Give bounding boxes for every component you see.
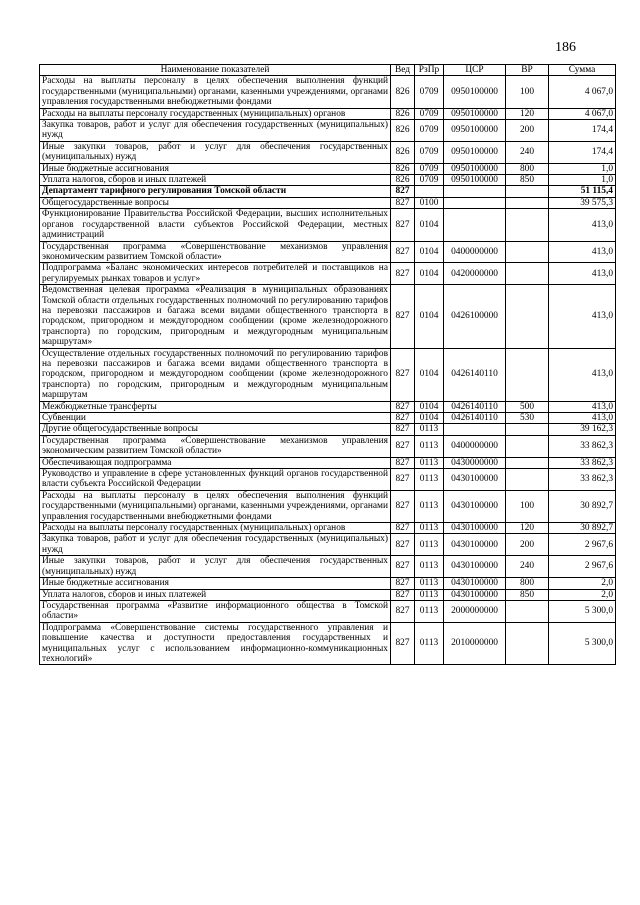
- row-ved: 827: [391, 589, 415, 600]
- row-vr: 200: [506, 534, 549, 556]
- row-sum: 2,0: [549, 578, 616, 589]
- row-csr: [444, 197, 506, 208]
- table-row: [40, 589, 616, 600]
- row-ved: 827: [391, 413, 415, 424]
- row-vr: [506, 197, 549, 208]
- table-row: [40, 457, 616, 468]
- row-rzpr: 0104: [415, 209, 444, 241]
- row-csr: 0420000000: [444, 263, 506, 285]
- row-csr: 0400000000: [444, 241, 506, 263]
- row-csr: 0430100000: [444, 589, 506, 600]
- row-csr: 0950100000: [444, 76, 506, 108]
- row-rzpr: 0113: [415, 435, 444, 457]
- row-name: Государственная программа «Развитие информационного общества в Томской области»: [40, 600, 391, 622]
- row-ved: 827: [391, 348, 415, 401]
- header-ved: Вед: [391, 65, 415, 76]
- table-row: [40, 413, 616, 424]
- row-rzpr: 0104: [415, 263, 444, 285]
- row-sum: 30 892,7: [549, 490, 616, 522]
- row-sum: 413,0: [549, 285, 616, 348]
- row-vr: 800: [506, 578, 549, 589]
- table-row: [40, 348, 616, 401]
- row-vr: [506, 600, 549, 622]
- row-vr: 100: [506, 490, 549, 522]
- row-vr: 120: [506, 108, 549, 119]
- table-row: [40, 241, 616, 263]
- row-vr: 500: [506, 401, 549, 412]
- header-name: Наименование показателей: [40, 65, 391, 76]
- row-ved: 827: [391, 197, 415, 208]
- row-csr: 2010000000: [444, 622, 506, 665]
- row-sum: 4 067,0: [549, 76, 616, 108]
- row-name: Общегосударственные вопросы: [40, 197, 391, 208]
- row-name: Государственная программа «Совершенствование механизмов управления экономическим развитием Томской области»: [40, 435, 391, 457]
- row-csr: 0426140110: [444, 348, 506, 401]
- row-ved: 827: [391, 490, 415, 522]
- row-name: Иные закупки товаров, работ и услуг для обеспечения государственных (муниципальных) нужд: [40, 141, 391, 163]
- row-csr: [444, 424, 506, 435]
- row-sum: 174,4: [549, 120, 616, 142]
- row-name: Ведомственная целевая программа «Реализация в муниципальных образованиях Томской области отдельных государственных полномочий по регулированию тарифов на перевозки пассажиров и багажа всеми видами общественного транспорта в городском, пригородном и междугородном сообщении (кроме железнодорожного транспорта) по городским, пригородным и междугородным муниципальным маршрутам»: [40, 285, 391, 348]
- row-vr: [506, 424, 549, 435]
- row-ved: 827: [391, 285, 415, 348]
- table-row: [40, 141, 616, 163]
- table-row: [40, 622, 616, 665]
- row-ved: 826: [391, 163, 415, 174]
- row-csr: 0430000000: [444, 457, 506, 468]
- table-row: [40, 556, 616, 578]
- row-rzpr: [415, 186, 444, 197]
- row-vr: 850: [506, 175, 549, 186]
- row-sum: 1,0: [549, 163, 616, 174]
- row-name: Субвенции: [40, 413, 391, 424]
- table-row: [40, 401, 616, 412]
- row-ved: 827: [391, 578, 415, 589]
- row-rzpr: 0100: [415, 197, 444, 208]
- table-row: [40, 490, 616, 522]
- row-ved: 827: [391, 457, 415, 468]
- row-sum: 2 967,6: [549, 556, 616, 578]
- row-rzpr: 0104: [415, 241, 444, 263]
- table-row: [40, 76, 616, 108]
- row-name: Государственная программа «Совершенствование механизмов управления экономическим развитием Томской области»: [40, 241, 391, 263]
- row-sum: 33 862,3: [549, 457, 616, 468]
- row-name: Уплата налогов, сборов и иных платежей: [40, 175, 391, 186]
- row-ved: 827: [391, 622, 415, 665]
- header-sum: Сумма: [549, 65, 616, 76]
- table-body: [40, 76, 616, 665]
- table-row: [40, 469, 616, 491]
- row-sum: 1,0: [549, 175, 616, 186]
- table-header-row: [40, 65, 616, 76]
- row-ved: 827: [391, 469, 415, 491]
- row-ved: 827: [391, 186, 415, 197]
- row-rzpr: 0113: [415, 534, 444, 556]
- row-rzpr: 0113: [415, 622, 444, 665]
- row-rzpr: 0104: [415, 348, 444, 401]
- row-ved: 827: [391, 600, 415, 622]
- row-name: Иные закупки товаров, работ и услуг для обеспечения государственных (муниципальных) нужд: [40, 556, 391, 578]
- table-row: [40, 578, 616, 589]
- row-vr: [506, 186, 549, 197]
- row-csr: 0950100000: [444, 108, 506, 119]
- table-row: [40, 163, 616, 174]
- row-csr: 0430100000: [444, 490, 506, 522]
- row-name: Подпрограмма «Совершенствование системы государственного управления и повышение качества и доступности предоставления государственных и муниципальных услуг с использованием информационно-коммуникационных технологий»: [40, 622, 391, 665]
- row-sum: 5 300,0: [549, 622, 616, 665]
- table-row: [40, 435, 616, 457]
- row-rzpr: 0709: [415, 175, 444, 186]
- row-rzpr: 0709: [415, 76, 444, 108]
- row-csr: 0430100000: [444, 556, 506, 578]
- row-sum: 4 067,0: [549, 108, 616, 119]
- row-ved: 827: [391, 209, 415, 241]
- row-csr: 0950100000: [444, 175, 506, 186]
- row-csr: [444, 209, 506, 241]
- row-ved: 826: [391, 76, 415, 108]
- row-rzpr: 0709: [415, 120, 444, 142]
- row-vr: 120: [506, 523, 549, 534]
- row-vr: [506, 285, 549, 348]
- row-vr: [506, 435, 549, 457]
- row-sum: 413,0: [549, 348, 616, 401]
- row-sum: 2 967,6: [549, 534, 616, 556]
- row-csr: 0400000000: [444, 435, 506, 457]
- table-row: [40, 285, 616, 348]
- row-rzpr: 0113: [415, 424, 444, 435]
- row-csr: 0426100000: [444, 285, 506, 348]
- row-rzpr: 0113: [415, 457, 444, 468]
- row-csr: 0426140110: [444, 413, 506, 424]
- row-sum: 413,0: [549, 263, 616, 285]
- row-sum: 33 862,3: [549, 469, 616, 491]
- row-ved: 827: [391, 263, 415, 285]
- row-name: Осуществление отдельных государственных полномочий по регулированию тарифов на перевозки пассажиров и багажа всеми видами общественного транспорта в городском, пригородном и междугородном сообщении (кроме железнодорожного транспорта) по городским, пригородным и междугородным муниципальным маршрутам: [40, 348, 391, 401]
- row-name: Уплата налогов, сборов и иных платежей: [40, 589, 391, 600]
- row-rzpr: 0104: [415, 285, 444, 348]
- row-sum: 174,4: [549, 141, 616, 163]
- row-vr: [506, 209, 549, 241]
- row-name: Иные бюджетные ассигнования: [40, 163, 391, 174]
- table-row: [40, 424, 616, 435]
- row-csr: 0430100000: [444, 534, 506, 556]
- row-name: Расходы на выплаты персоналу государственных (муниципальных) органов: [40, 523, 391, 534]
- row-vr: [506, 457, 549, 468]
- row-vr: [506, 622, 549, 665]
- row-vr: 530: [506, 413, 549, 424]
- row-ved: 826: [391, 108, 415, 119]
- table-row: [40, 523, 616, 534]
- row-csr: 0430100000: [444, 523, 506, 534]
- row-ved: 827: [391, 556, 415, 578]
- row-ved: 827: [391, 401, 415, 412]
- row-sum: 5 300,0: [549, 600, 616, 622]
- budget-table: [39, 64, 616, 665]
- row-ved: 826: [391, 175, 415, 186]
- row-vr: 200: [506, 120, 549, 142]
- row-name: Функционирование Правительства Российской Федерации, высших исполнительных органов государственной власти субъектов Российской Федерации, местных администраций: [40, 209, 391, 241]
- table-row: [40, 120, 616, 142]
- row-name: Расходы на выплаты персоналу государственных (муниципальных) органов: [40, 108, 391, 119]
- row-name: Межбюджетные трансферты: [40, 401, 391, 412]
- row-vr: 100: [506, 76, 549, 108]
- row-csr: [444, 186, 506, 197]
- row-ved: 827: [391, 435, 415, 457]
- row-rzpr: 0113: [415, 589, 444, 600]
- row-rzpr: 0709: [415, 163, 444, 174]
- row-rzpr: 0113: [415, 523, 444, 534]
- row-vr: 240: [506, 141, 549, 163]
- row-name: Закупка товаров, работ и услуг для обеспечения государственных (муниципальных) нужд: [40, 120, 391, 142]
- row-rzpr: 0113: [415, 490, 444, 522]
- row-csr: 0430100000: [444, 469, 506, 491]
- row-csr: 0950100000: [444, 141, 506, 163]
- row-sum: 33 862,3: [549, 435, 616, 457]
- table-row: [40, 186, 616, 197]
- row-sum: 413,0: [549, 413, 616, 424]
- table-row: [40, 263, 616, 285]
- row-vr: [506, 348, 549, 401]
- row-csr: 2000000000: [444, 600, 506, 622]
- row-rzpr: 0113: [415, 600, 444, 622]
- row-sum: 39 162,3: [549, 424, 616, 435]
- row-ved: 826: [391, 141, 415, 163]
- row-rzpr: 0104: [415, 401, 444, 412]
- table-row: [40, 209, 616, 241]
- row-ved: 827: [391, 241, 415, 263]
- row-sum: 51 115,4: [549, 186, 616, 197]
- row-csr: 0426140110: [444, 401, 506, 412]
- row-vr: 850: [506, 589, 549, 600]
- row-name: Иные бюджетные ассигнования: [40, 578, 391, 589]
- row-rzpr: 0709: [415, 141, 444, 163]
- row-vr: [506, 469, 549, 491]
- row-name: Другие общегосударственные вопросы: [40, 424, 391, 435]
- row-rzpr: 0113: [415, 578, 444, 589]
- row-sum: 413,0: [549, 209, 616, 241]
- row-sum: 30 892,7: [549, 523, 616, 534]
- header-rzpr: РзПр: [415, 65, 444, 76]
- table-row: [40, 600, 616, 622]
- row-csr: 0950100000: [444, 163, 506, 174]
- row-name: Руководство и управление в сфере установленных функций органов государственной власти субъекта Российской Федерации: [40, 469, 391, 491]
- table-row: [40, 197, 616, 208]
- row-name: Закупка товаров, работ и услуг для обеспечения государственных (муниципальных) нужд: [40, 534, 391, 556]
- header-vr: ВР: [506, 65, 549, 76]
- row-csr: 0950100000: [444, 120, 506, 142]
- page-number: 186: [555, 40, 576, 55]
- row-vr: [506, 241, 549, 263]
- row-sum: 413,0: [549, 401, 616, 412]
- row-ved: 827: [391, 424, 415, 435]
- table-row: [40, 534, 616, 556]
- row-rzpr: 0104: [415, 413, 444, 424]
- row-sum: 39 575,3: [549, 197, 616, 208]
- row-name: Обеспечивающая подпрограмма: [40, 457, 391, 468]
- row-name: Расходы на выплаты персоналу в целях обеспечения выполнения функций государственными (муниципальными) органами, казенными учреждениями, органами управления государственными внебюджетными фондами: [40, 490, 391, 522]
- row-name: Расходы на выплаты персоналу в целях обеспечения выполнения функций государственными (муниципальными) органами, казенными учреждениями, органами управления государственными внебюджетными фондами: [40, 76, 391, 108]
- row-ved: 827: [391, 523, 415, 534]
- row-ved: 827: [391, 534, 415, 556]
- row-name: Подпрограмма «Баланс экономических интересов потребителей и поставщиков на регулируемых рынках товаров и услуг»: [40, 263, 391, 285]
- row-rzpr: 0113: [415, 556, 444, 578]
- row-vr: 800: [506, 163, 549, 174]
- row-vr: 240: [506, 556, 549, 578]
- row-rzpr: 0113: [415, 469, 444, 491]
- row-ved: 826: [391, 120, 415, 142]
- row-rzpr: 0709: [415, 108, 444, 119]
- row-sum: 413,0: [549, 241, 616, 263]
- row-name: Департамент тарифного регулирования Томской области: [40, 186, 391, 197]
- table-row: [40, 175, 616, 186]
- row-sum: 2,0: [549, 589, 616, 600]
- header-csr: ЦСР: [444, 65, 506, 76]
- table-row: [40, 108, 616, 119]
- row-vr: [506, 263, 549, 285]
- row-csr: 0430100000: [444, 578, 506, 589]
